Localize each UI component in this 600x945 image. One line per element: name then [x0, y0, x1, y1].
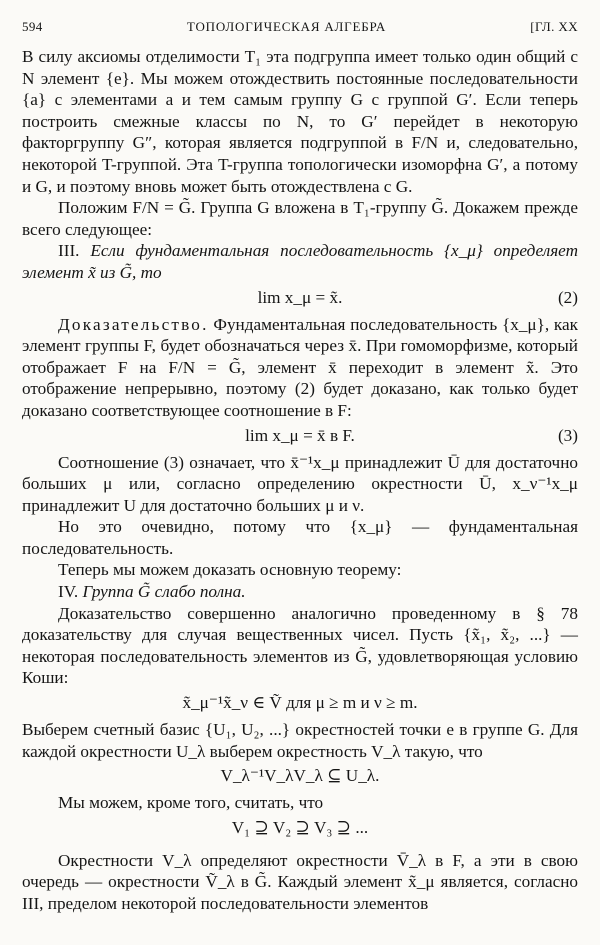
proof-iii-text: Фундаментальная последовательность {x_μ}, как элемент группы F, будет обозначаться через x̄. При гомоморфизме, который отображает F на F/N = G̃, элемент x̄ переходит в элемент x̃. Это отображение непрерывно, поэтому (2) будет доказано, как только будет доказано соответствующее соотношение в F:	[22, 314, 578, 420]
theorem-iv-statement: Группа G̃ слабо полна.	[82, 582, 246, 602]
paragraph-neighborhoods: Окрестности V_λ определяют окрестности V̄_λ в F, а эти в свою очередь — окрестности Ṽ_λ в G̃. Каждый элемент x̃_μ является, согласно III, пределом некоторой последовательности элементов	[22, 850, 578, 913]
formula-neighborhood-body: V_λ⁻¹V_λV_λ ⊆ U_λ.	[220, 766, 380, 786]
theorem-iv-label: IV.	[58, 582, 79, 602]
page-number: 594	[22, 19, 43, 34]
formula-3-body: lim x_μ = x̄ в F.	[245, 425, 355, 445]
running-head	[22, 16, 578, 38]
paragraph-may-assume: Мы можем, кроме того, считать, что	[58, 793, 324, 813]
formula-3-tag: (3)	[557, 425, 578, 445]
formula-chain	[22, 816, 578, 840]
formula-cauchy	[22, 691, 578, 715]
paragraph-separation-axiom: В силу аксиомы отделимости T₁ эта подгруппа имеет только один общий с N элемент {e}. Мы можем отождествить постоянные последовательности {a} с элементами a и тем самым группу G с группой G′. Если теперь построить смежные классы по N, то G′ перейдет в некоторую факторгруппу G″, которая является подгруппой в F/N и, следовательно, некоторой T-группой. Эта T-группа топологически изоморфна G′, а потому и G, и поэтому вновь может быть отождествлена с G.	[22, 47, 578, 196]
paragraph-define-completion: Положим F/N = G̃. Группа G вложена в T₁-группу G̃. Докажем прежде всего следующее:	[22, 198, 578, 239]
theorem-iii	[22, 240, 578, 283]
theorem-iii-label: III.	[58, 241, 80, 261]
theorem-iv	[22, 581, 578, 603]
paragraph-countable-basis: Выберем счетный базис {U₁, U₂, ...} окрестностей точки e в группе G. Для каждой окрестности U_λ выберем окрестность V_λ такую, что	[22, 720, 578, 761]
theorem-iii-statement: Если фундаментальная последовательность {x_μ} определяет элемент x̃ из G̃, то	[22, 241, 578, 282]
formula-2	[22, 286, 578, 310]
running-title: ТОПОЛОГИЧЕСКАЯ АЛГЕБРА	[186, 19, 387, 34]
paragraph-main-theorem-intro: Теперь мы можем доказать основную теорему:	[58, 560, 402, 580]
formula-chain-body: V₁ ⊇ V₂ ⊇ V₃ ⊇ ...	[231, 817, 369, 837]
formula-3	[22, 424, 578, 448]
proof-word: Доказательство.	[58, 314, 209, 334]
formula-2-body: lim x_μ = x̃.	[257, 287, 343, 307]
formula-neighborhood	[22, 764, 578, 788]
paragraph-relation-3: Соотношение (3) означает, что x̄⁻¹x_μ принадлежит Ū для достаточно больших μ или, согласно определению окрестности Ū, x_ν⁻¹x_μ принадлежит U для достаточно больших μ и ν.	[22, 452, 578, 515]
formula-cauchy-body: x̃_μ⁻¹x̃_ν ∈ Ṽ для μ ≥ m и ν ≥ m.	[182, 693, 418, 713]
paragraph-proof-iv: Доказательство совершенно аналогично проведенному в § 78 доказательству для случая вещественных чисел. Пусть {x̃₁, x̃₂, ...} — некоторая последовательность элементов из G̃, удовлетворяющая условию Коши:	[22, 603, 578, 688]
paragraph-proof-iii	[22, 314, 578, 422]
paragraph-obvious: Но это очевидно, потому что {x_μ} — фундаментальная последовательность.	[22, 517, 578, 558]
chapter-label: [ГЛ. XX	[530, 19, 578, 34]
formula-2-tag: (2)	[557, 287, 578, 307]
